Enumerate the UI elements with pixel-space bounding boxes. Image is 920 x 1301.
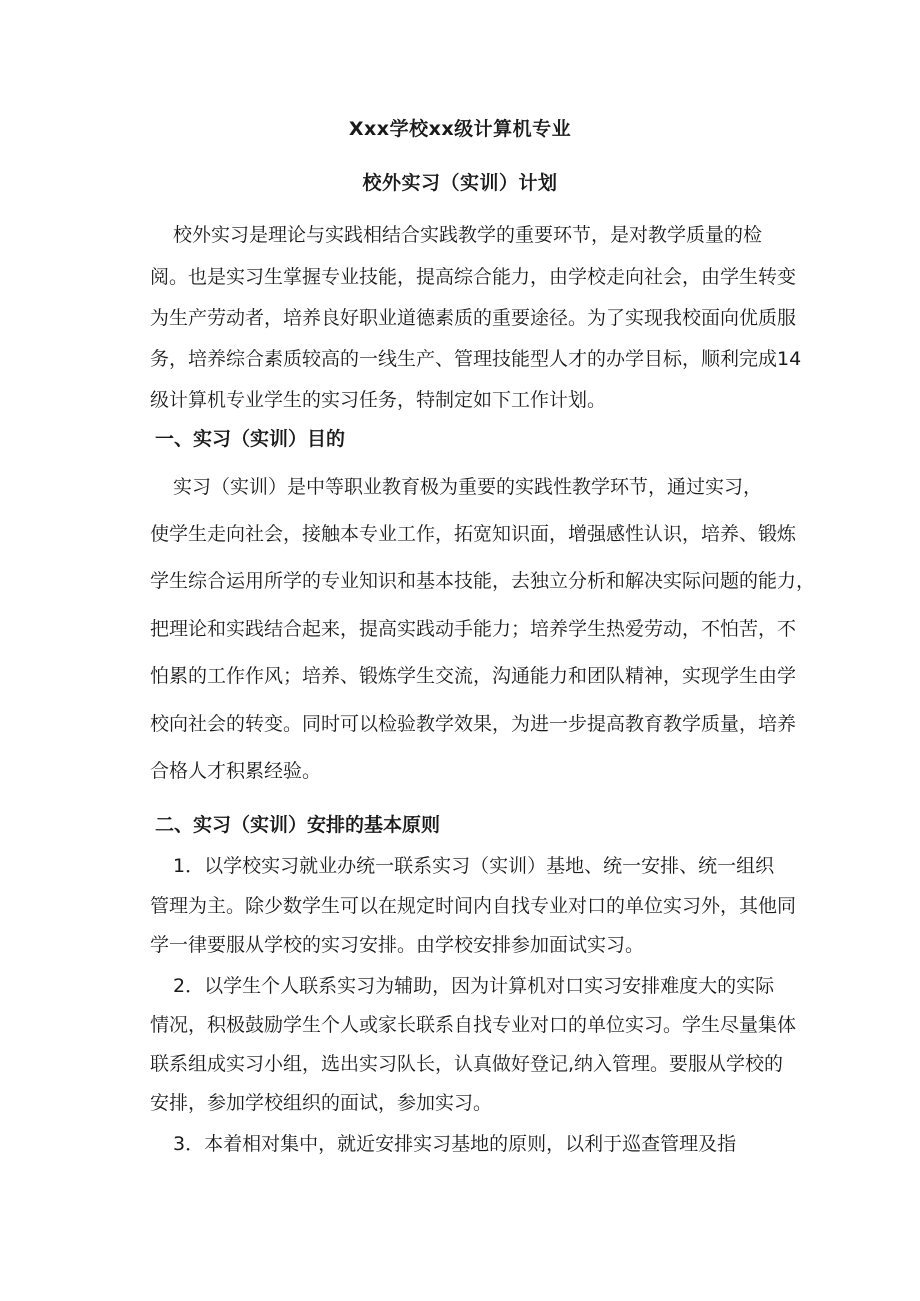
principle-2-line: 安排，参加学校组织的面试，参加实习。 [150,1092,493,1114]
principle-1-line: 学一律要服从学校的实习安排。由学校安排参加面试实习。 [150,934,645,956]
intro-line: 为生产劳动者，培养良好职业道德素质的重要途径。为了实现我校面向优质服 [150,307,797,329]
section1-line: 实习（实训）是中等职业教育极为重要的实践性教学环节，通过实习， [173,476,763,498]
principle-1-line: 管理为主。除少数学生可以在规定时间内自找专业对口的单位实习外，其他同 [150,895,797,917]
intro-line: 级计算机专业学生的实习任务，特制定如下工作计划。 [150,389,607,411]
intro-line: 阅。也是实习生掌握专业技能，提高综合能力，由学校走向社会，由学生转变 [150,266,797,288]
intro-line: 务，培养综合素质较高的一线生产、管理技能型人才的办学目标，顺利完成14 [150,348,802,370]
section2-heading: 二、实习（实训）安排的基本原则 [155,814,441,836]
section1-line: 怕累的工作作风；培养、锻炼学生交流，沟通能力和团队精神，实现学生由学 [150,665,797,687]
principle-2-line: 2．以学生个人联系实习为辅助，因为计算机对口实习安排难度大的实际 [173,975,775,997]
section1-line: 使学生走向社会，接触本专业工作，拓宽知识面，增强感性认识，培养、锻炼 [150,523,797,545]
principle-2-line: 联系组成实习小组，选出实习队长，认真做好登记,纳入管理。要服从学校的 [150,1053,784,1075]
intro-line: 校外实习是理论与实践相结合实践教学的重要环节，是对教学质量的检 [173,224,763,246]
section1-line: 校向社会的转变。同时可以检验教学效果，为进一步提高教育教学质量，培养 [150,713,797,735]
principle-1-line: 1．以学校实习就业办统一联系实习（实训）基地、统一安排、统一组织 [173,855,775,877]
principle-3-line: 3．本着相对集中，就近安排实习基地的原则，以利于巡查管理及指 [173,1133,737,1155]
section1-line: 把理论和实践结合起来，提高实践动手能力；培养学生热爱劳动，不怕苦，不 [150,618,797,640]
section1-heading: 一、实习（实训）目的 [155,428,346,450]
principle-2-line: 情况，积极鼓励学生个人或家长联系自找专业对口的单位实习。学生尽量集体 [150,1014,797,1036]
document-title-line1: Xxx学校xx级计算机专业 [348,118,572,140]
document-title-line2: 校外实习（实训）计划 [362,172,558,194]
section1-line: 合格人才积累经验。 [150,760,322,782]
section1-line: 学生综合运用所学的专业知识和基本技能，去独立分析和解决实际问题的能力， [150,570,816,592]
